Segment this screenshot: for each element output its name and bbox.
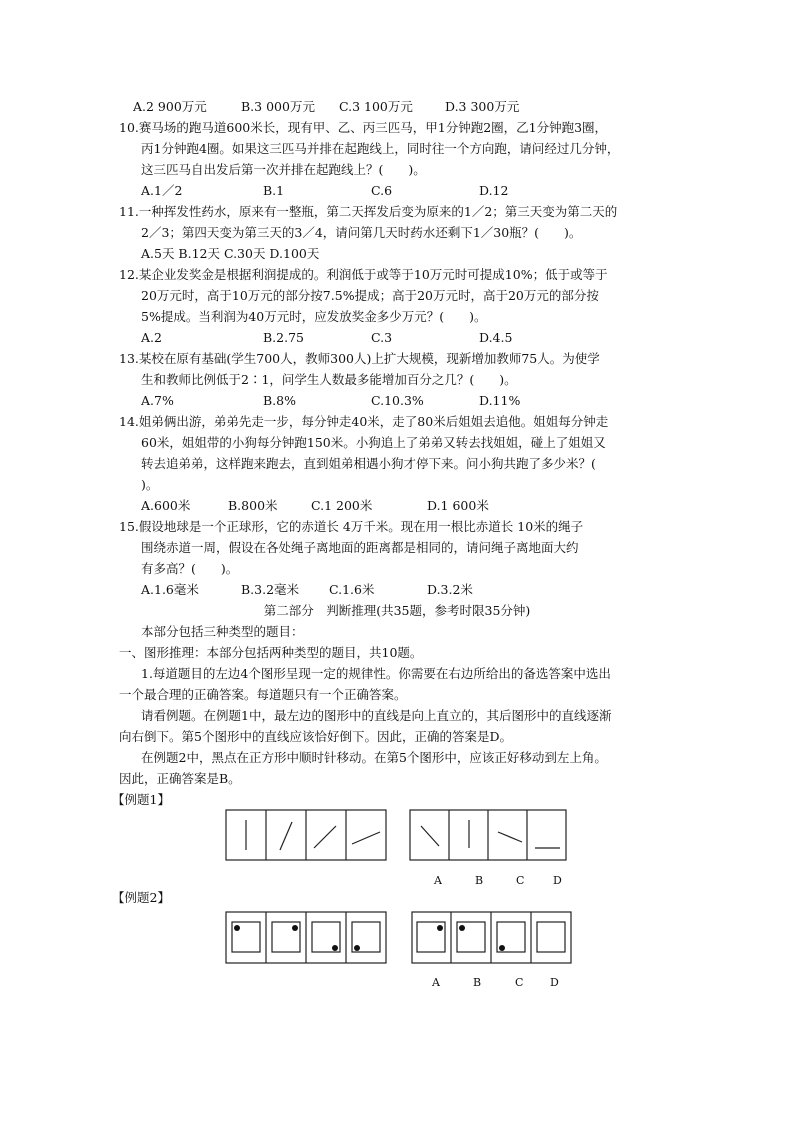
q11-options: A.5天 B.12天 C.30天 D.100天 [141, 246, 320, 261]
dot-bottom-left [354, 945, 360, 951]
option-d: D.1 600米 [427, 498, 489, 513]
option-b: B.3 000万元 [241, 99, 315, 114]
ex2-label-b: B [473, 976, 482, 989]
option-c: C.1 200米 [311, 498, 373, 513]
q11-line-2: 2／3；第四天变为第三天的3／4，请问第几天时药水还剩下1／30瓶？( )。 [141, 225, 582, 240]
example-explain-1: 请看例题。在例题1中，最左边的图形中的直线是向上直立的，其后图形中的直线逐渐 [141, 708, 612, 723]
option-c: C.10.3% [371, 393, 424, 408]
option-d: D.12 [479, 183, 509, 198]
ex1-label-a: A [434, 874, 442, 887]
answer-c-dot [499, 945, 505, 951]
line-tilted-2 [314, 826, 336, 848]
option-a: A.1.6毫米 [141, 582, 199, 597]
option-c: C.6 [371, 183, 393, 198]
q10-line-2: 丙1分钟跑4圈。如果这三匹马并排在起跑线上，同时往一个方向跑，请问经过几分钟， [141, 141, 620, 156]
q10-line-1: 10.赛马场的跑马道600米长，现有甲、乙、丙三匹马，甲1分钟跑2圈，乙1分钟跑3圈， [119, 120, 608, 135]
ex1-label-c: C [516, 874, 525, 887]
q12-line-2: 20万元时，高于10万元的部分按7.5%提成；高于20万元时，高于20万元的部分按 [141, 288, 599, 303]
q15-options [141, 580, 473, 600]
option-a: A.7% [141, 393, 174, 408]
answer-c-line [498, 832, 522, 842]
q12-options [141, 328, 512, 348]
option-c: C.3 [371, 330, 393, 345]
example1-label: 【例题1】 [112, 792, 170, 807]
option-d: D.3 300万元 [445, 99, 520, 114]
part2-title: 第二部分 判断推理(共35题，参考时限35分钟) [263, 603, 531, 618]
line-tilted-1 [280, 822, 292, 850]
example-explain-2: 向右倒下。第5个图形中的直线应该恰好倒下。因此，正确的答案是D。 [119, 729, 512, 744]
option-d: D.4.5 [479, 330, 513, 345]
q15-line-1: 15.假设地球是一个正球形，它的赤道长 4万千米。现在用一根比赤道长 10米的绳子 [119, 519, 584, 534]
instruction-line-1: 1.每道题目的左边4个图形呈现一定的规律性。你需要在右边所给出的备选答案中选出 [141, 666, 611, 681]
ex2-label-c: C [515, 976, 524, 989]
example2-figure [224, 910, 574, 966]
q13-line-2: 生和教师比例低于2∶1，问学生人数最多能增加百分之几？( )。 [141, 372, 517, 387]
dot-bottom-right [332, 945, 338, 951]
example-explain-3: 在例题2中，黑点在正方形中顺时针移动。在第5个图形中，应该正好移动到左上角。 [141, 750, 607, 765]
q14-line-2: 60米，姐姐带的小狗每分钟跑150米。小狗追上了弟弟又转去找姐姐，碰上了姐姐又 [141, 435, 606, 450]
part2-intro: 本部分包括三种类型的题目： [141, 624, 304, 639]
q13-options [141, 391, 520, 411]
option-c: C.3 100万元 [339, 99, 413, 114]
option-d: D.11% [479, 393, 521, 408]
q10-line-3: 这三匹马自出发后第一次并排在起跑线上？( )。 [141, 162, 426, 177]
q14-line-3: 转去追弟弟，这样跑来跑去，直到姐弟相遇小狗才停下来。问小狗共跑了多少米？( [141, 456, 596, 471]
answer-a-line [421, 826, 439, 846]
dot-top-right [292, 925, 298, 931]
q12-line-3: 5%提成。当利润为40万元时，应发放奖金多少万元？( )。 [141, 309, 487, 324]
option-b: B.3.2毫米 [241, 582, 300, 597]
option-a: A.1／2 [141, 183, 183, 198]
q10-options [141, 181, 508, 201]
q11-line-1: 11.一种挥发性药水，原来有一整瓶，第二天挥发后变为原来的1／2；第三天变为第二天的 [119, 204, 618, 219]
q12-line-1: 12.某企业发奖金是根据利润提成的。利润低于或等于10万元时可提成10%；低于或等于 [119, 267, 608, 282]
q13-line-1: 13.某校在原有基础(学生700人，教师300人)上扩大规模，现新增加教师75人。为使学 [119, 351, 600, 366]
example2-label: 【例题2】 [112, 890, 170, 905]
ex1-label-d: D [553, 874, 562, 887]
q15-line-2: 围绕赤道一周，假设在各处绳子离地面的距离都是相同的，请问绳子离地面大约 [141, 540, 579, 555]
ex1-label-b: B [475, 874, 484, 887]
option-a: A.2 [141, 330, 162, 345]
ex2-label-d: D [550, 976, 559, 989]
answer-b-dot [459, 925, 465, 931]
q14-options [141, 496, 489, 516]
answer-a-dot [437, 925, 443, 931]
example1-figure [224, 808, 569, 864]
q14-line-1: 14.姐弟俩出游，弟弟先走一步，每分钟走40米，走了80米后姐姐去追他。姐姐每分钟走 [119, 414, 609, 429]
example-explain-4: 因此，正确答案是B。 [119, 771, 241, 786]
option-b: B.1 [263, 183, 285, 198]
prev-options [133, 97, 519, 117]
dot-top-left [234, 925, 240, 931]
ex2-label-a: A [432, 976, 440, 989]
option-c: C.1.6米 [329, 582, 375, 597]
section1-heading: 一、图形推理：本部分包括两种类型的题目，共10题。 [119, 645, 423, 660]
q14-line-4: )。 [141, 477, 159, 492]
q15-line-3: 有多高？( )。 [141, 561, 239, 576]
option-d: D.3.2米 [427, 582, 473, 597]
option-b: B.8% [263, 393, 296, 408]
option-b: B.800米 [228, 498, 278, 513]
line-tilted-3 [352, 832, 380, 844]
option-b: B.2.75 [263, 330, 304, 345]
option-a: A.2 900万元 [133, 99, 207, 114]
instruction-line-2: 一个最合理的正确答案。每道题只有一个正确答案。 [119, 687, 407, 702]
option-a: A.600米 [141, 498, 191, 513]
